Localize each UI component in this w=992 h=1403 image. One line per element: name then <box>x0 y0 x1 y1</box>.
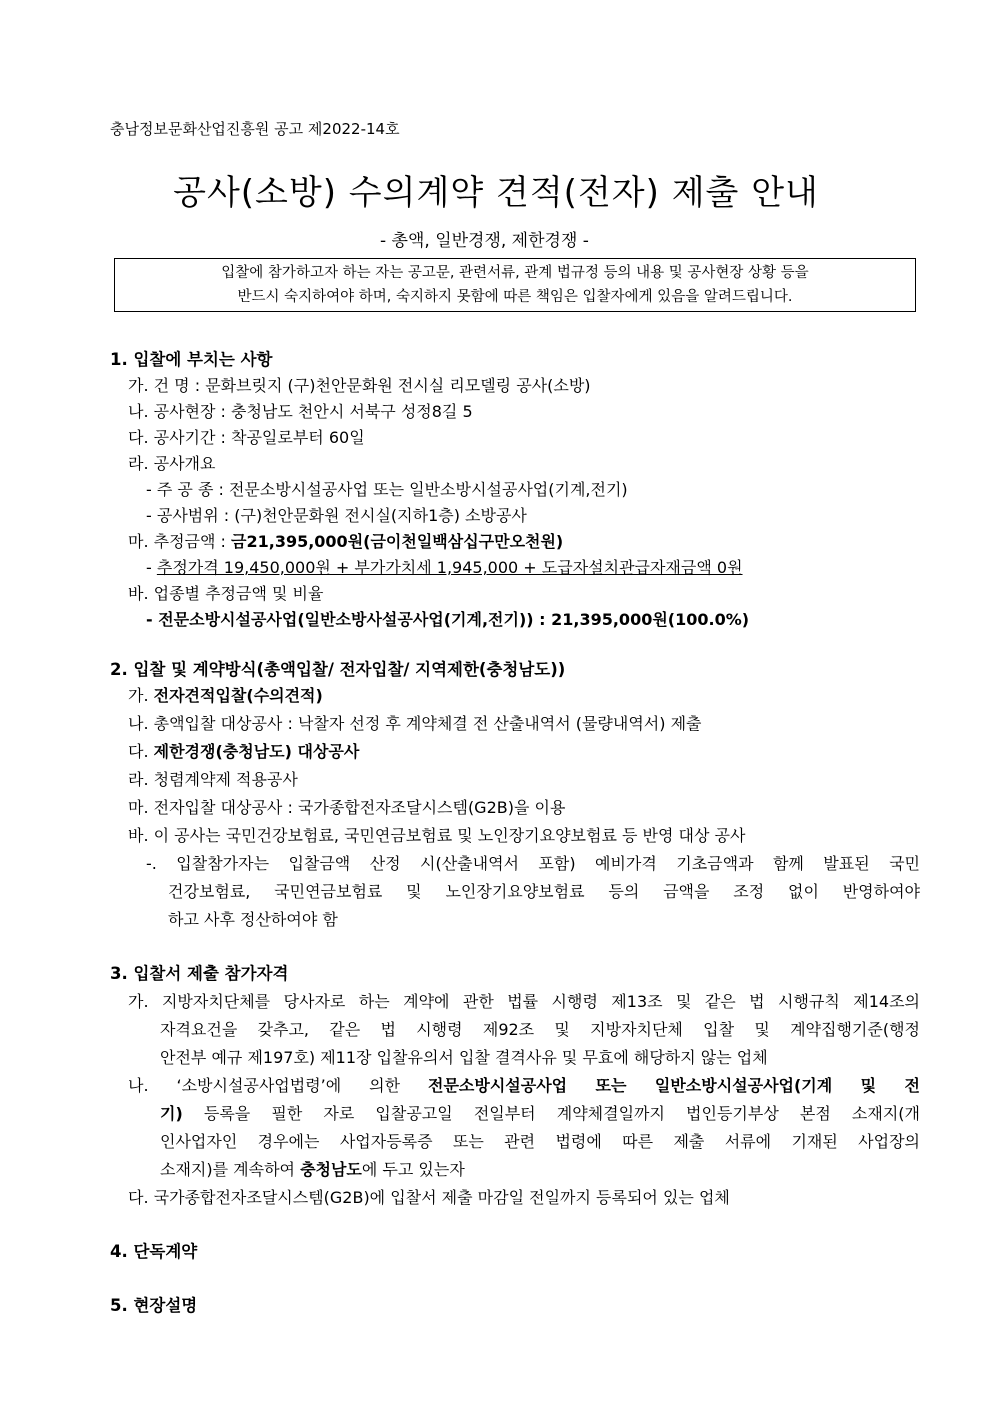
s1-item-ra-1: - 주 공 종 : 전문소방시설공사업 또는 일반소방시설공사업(기계,전기) <box>146 480 628 499</box>
s2-item-ra: 라. 청렴계약제 적용공사 <box>128 770 298 789</box>
s3-item-na-line <box>160 1157 465 1183</box>
s2-item-da <box>128 739 359 765</box>
notice-box-line: 입찰에 참가하고자 하는 자는 공고문, 관련서류, 관계 법규정 등의 내용 및 공사현장 상황 등을 <box>221 265 809 281</box>
s2-item-ba-2: 건강보험료, 국민연금보험료 및 노인장기요양보험료 등의 금액을 조정 없이 반영하여야 <box>168 882 920 901</box>
s2-item-na: 나. 총액입찰 대상공사 : 낙찰자 선정 후 계약체결 전 산출내역서 (물량내역서) 제출 <box>128 714 702 733</box>
estimated-amount-label: 마. 추정금액 : <box>128 532 232 551</box>
s1-item-ra-2: - 공사범위 : (구)천안문화원 전시실(지하1층) 소방공사 <box>146 506 527 525</box>
section-2-heading: 2. 입찰 및 계약방식(총액입찰/ 전자입찰/ 지역제한(충청남도)) <box>110 660 566 679</box>
s1-item-ma <box>128 529 563 555</box>
section-5-heading: 5. 현장설명 <box>110 1296 198 1315</box>
notice-box-line: 반드시 숙지하여야 하며, 숙지하지 못함에 따른 책임은 입찰자에게 있음을 알려드립니다. <box>237 289 793 305</box>
estimated-price-breakdown: 추정가격 19,450,000원 + 부가가치세 1,945,000 + 도급자설치관급자재금액 0원 <box>156 558 743 577</box>
document-subtitle: - 총액, 일반경쟁, 제한경쟁 - <box>380 231 589 251</box>
s3-item-na-line <box>160 1101 920 1127</box>
s3-item-da: 다. 국가종합전자조달시스템(G2B)에 입찰서 제출 마감일 전일까지 등록되어 있는 업체 <box>128 1188 730 1207</box>
s1-item-ra: 라. 공사개요 <box>128 454 216 473</box>
item-prefix: 다. <box>128 742 154 761</box>
s3-item-ga-line: 자격요건을 갖추고, 같은 법 시행령 제92조 및 지방자치단체 입찰 및 계약집행기준(행정 <box>160 1020 920 1039</box>
s3-item-na-text: 등록을 필한 자로 입찰공고일 전일부터 계약체결일까지 법인등기부상 본점 소재지(개 <box>182 1104 920 1123</box>
s3-item-na-text: 나. ‘소방시설공사업법령’에 의한 <box>128 1076 429 1095</box>
section-1-heading: 1. 입찰에 부치는 사항 <box>110 350 273 369</box>
estimated-amount-value: 금21,395,000원(금이천일백삼십구만오천원) <box>231 532 564 551</box>
s2-item-ba-3: 하고 사후 정산하여야 함 <box>168 910 338 929</box>
s3-item-ga-line: 가. 지방자치단체를 당사자로 하는 계약에 관한 법률 시행령 제13조 및 같은 법 시행규칙 제14조의 <box>128 992 920 1011</box>
s3-item-ga-line: 안전부 예규 제197호) 제11장 입찰유의서 입찰 결격사유 및 무효에 해당하지 않는 업체 <box>160 1048 768 1067</box>
s3-item-na-bold: 전문소방시설공사업 또는 일반소방시설공사업(기계 및 전 <box>428 1076 920 1095</box>
item-prefix: 가. <box>128 686 154 705</box>
s2-item-ga-text: 전자견적입찰(수의견적) <box>153 686 323 705</box>
s3-item-na-text: 에 두고 있는자 <box>361 1160 465 1179</box>
s2-item-ba-1: -. 입찰참가자는 입찰금액 산정 시(산출내역서 포함) 예비가격 기초금액과 함께 발표된 국민 <box>146 854 920 873</box>
dash: - <box>146 558 157 577</box>
s3-item-na-text: 소재지)를 계속하여 <box>160 1160 301 1179</box>
s3-item-na-bold: 기) <box>160 1104 183 1123</box>
s3-item-na-line: 인사업자인 경우에는 사업자등록증 또는 관련 법령에 따른 제출 서류에 기재된 사업장의 <box>160 1132 920 1151</box>
s1-item-ma-detail <box>146 555 743 581</box>
region-name: 충청남도 <box>300 1160 362 1179</box>
s3-item-na-line <box>128 1073 920 1099</box>
section-3-heading: 3. 입찰서 제출 참가자격 <box>110 964 289 983</box>
section-4-heading: 4. 단독계약 <box>110 1242 198 1261</box>
s1-item-na: 나. 공사현장 : 충청남도 천안시 서북구 성정8길 5 <box>128 402 473 421</box>
s2-item-da-text: 제한경쟁(충청남도) 대상공사 <box>153 742 360 761</box>
s2-item-ba: 바. 이 공사는 국민건강보험료, 국민연금보험료 및 노인장기요양보험료 등 반영 대상 공사 <box>128 826 746 845</box>
s2-item-ga <box>128 683 323 709</box>
notice-box <box>114 258 916 312</box>
notice-number: 충남정보문화산업진흥원 공고 제2022-14호 <box>110 120 400 138</box>
s1-item-ba-1: - 전문소방시설공사업(일반소방사설공사업(기계,전기)) : 21,395,000원(100.0%) <box>146 610 750 629</box>
s2-item-ma: 마. 전자입찰 대상공사 : 국가종합전자조달시스템(G2B)을 이용 <box>128 798 566 817</box>
document-title: 공사(소방) 수의계약 견적(전자) 제출 안내 <box>173 173 819 213</box>
s1-item-ba: 바. 업종별 추정금액 및 비율 <box>128 584 324 603</box>
s1-item-ga: 가. 건 명 : 문화브릿지 (구)천안문화원 전시실 리모델링 공사(소방) <box>128 376 591 395</box>
s1-item-da: 다. 공사기간 : 착공일로부터 60일 <box>128 428 365 447</box>
